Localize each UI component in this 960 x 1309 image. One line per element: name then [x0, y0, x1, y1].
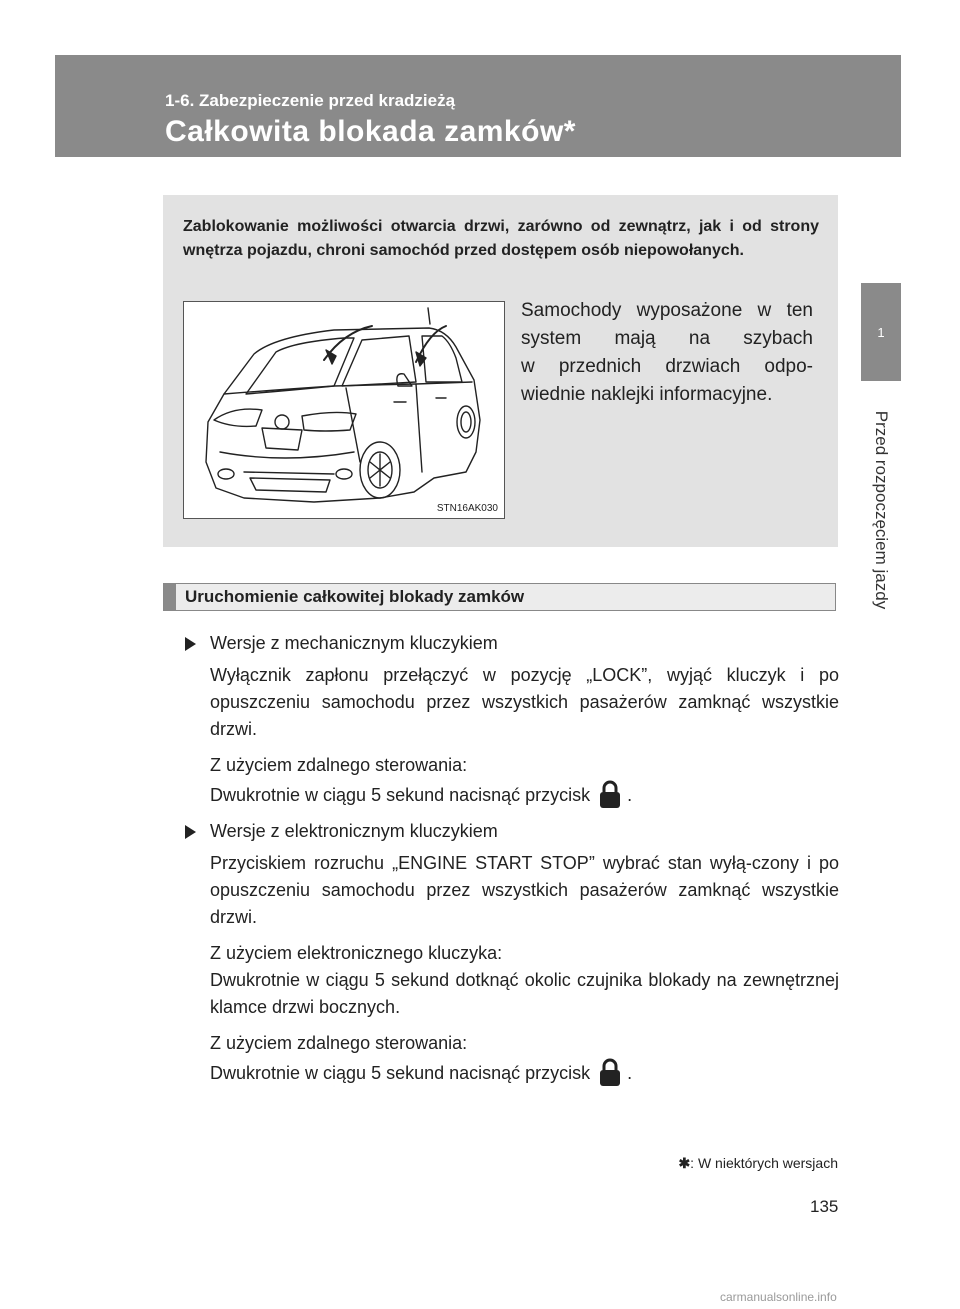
subheading-bar: [164, 584, 176, 610]
paragraph-line: Dwukrotnie w ciągu 5 sekund nacisnąć przycisk: [210, 785, 591, 805]
asterisk-icon: ✱: [678, 1155, 691, 1171]
chapter-tab-number: 1: [861, 283, 901, 381]
intro-bold-text: Zablokowanie możliwości otwarcia drzwi, zarówno od zewnątrz, jak i od strony wnętrza pojazdu, chroni samochód przed dostępem osób niepowołanych.: [183, 218, 819, 259]
intro-side-line: w przednich drzwiach odpo-: [521, 356, 813, 377]
paragraph-line: Dwukrotnie w ciągu 5 sekund dotknąć okolic czujnika blokady na zewnętrznej klamce drzwi bocznych.: [210, 970, 839, 1017]
chapter-tab-label-text: Przed rozpoczęciem jazdy: [872, 410, 892, 610]
page-number: 135: [810, 1197, 839, 1216]
paragraph-line: Z użyciem zdalnego sterowania:: [210, 755, 468, 775]
paragraph: Wyłącznik zapłonu przełączyć w pozycję „LOCK”, wyjąć kluczyk i po opuszczeniu samochodu przez wszystkich pasażerów zamknąć wszystkie drzwi.: [210, 665, 839, 739]
intro-side-line: wiednie naklejki informacyjne.: [521, 384, 773, 405]
intro-side-line: Samochody wyposażone w ten: [521, 300, 813, 321]
paragraph-line: Dwukrotnie w ciągu 5 sekund nacisnąć przycisk: [210, 1063, 591, 1083]
intro-side-line: system mają na szybach: [521, 328, 813, 349]
bullet-electronic-key: [183, 818, 839, 845]
footnote: [678, 1155, 838, 1172]
intro-box: [163, 195, 838, 547]
bullet-text: Wersje z elektronicznym kluczykiem: [210, 821, 498, 841]
paragraph-line: Z użyciem zdalnego sterowania:: [210, 1033, 468, 1053]
subheading-text: Uruchomienie całkowitej blokady zamków: [185, 587, 525, 606]
instructions: [183, 630, 839, 1096]
padlock-icon: [598, 1057, 622, 1087]
chapter-tab-label: [863, 395, 899, 625]
figure-code: STN16AK030: [436, 503, 498, 514]
bullet-text: Wersje z mechanicznym kluczykiem: [210, 633, 498, 653]
intro-side-text: [521, 297, 813, 409]
section-title: 1-6. Zabezpieczenie przed kradzieżą: [165, 91, 456, 110]
paragraph: [183, 940, 839, 1021]
padlock-icon: [598, 779, 622, 809]
subheading: [163, 583, 836, 611]
chapter-header: [55, 55, 901, 157]
watermark: carmanualsonline.info: [720, 1290, 837, 1304]
paragraph-end: .: [627, 785, 633, 805]
car-illustration: [183, 301, 505, 519]
paragraph: Przyciskiem rozruchu „ENGINE START STOP” wybrać stan wyłą-czony i po opuszczeniu samochodu przez wszystkich pasażerów zamknąć wszystkie drzwi.: [210, 853, 839, 927]
triangle-bullet-icon: [185, 637, 196, 651]
footnote-text: : W niektórych wersjach: [690, 1155, 838, 1171]
paragraph: [183, 1030, 839, 1087]
car-drawing-icon: [184, 302, 504, 518]
triangle-bullet-icon: [185, 825, 196, 839]
paragraph-end: .: [627, 1063, 633, 1083]
paragraph: [183, 752, 839, 809]
page-title: Całkowita blokada zamków*: [165, 115, 576, 148]
bullet-mechanical-key: [183, 630, 839, 657]
paragraph-line: Z użyciem elektronicznego kluczyka:: [210, 943, 503, 963]
